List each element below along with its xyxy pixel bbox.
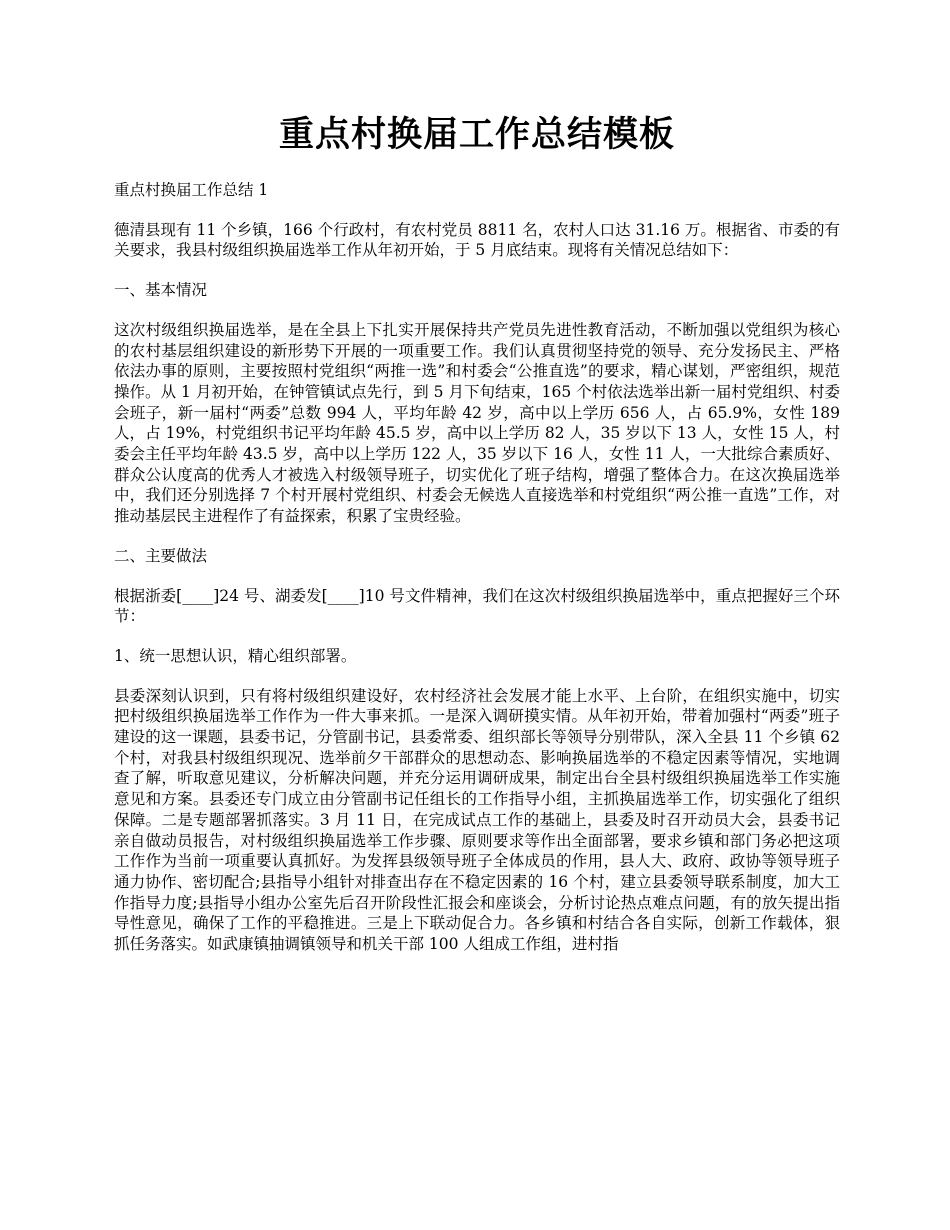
section-heading-methods: 二、主要做法 [114, 546, 208, 565]
basic-situation-paragraph: 这次村级组织换届选举，是在全县上下扎实开展保持共产党员先进性教育活动，不断加强以党组织为核心的农村基层组织建设的新形势下开展的一项重要工作。我们认真贯彻坚持党的领导、充分发扬民主、严格依法办事的原则，主要按照村党组织“两推一选”和村委会“公推直选”的要求，精心谋划，严密组织，规范操作。从 1 月初开始，在钟管镇试点先行，到 5 月下旬结束，165 个村依法选举出新一届村党组织、村委会班子，新一届村“两委”总数 994 人，平均年龄 42 岁，高中以上学历 656 人，占 65.9%，女性 189 人，占 19%，村党组织书记平均年龄 45.5 岁，高中以上学历 82 人，35 岁以下 13 人，女性 15 人，村委会主任平均年龄 43.5 岁，高中以上学历 122 人，35 岁以下 16 人，女性 11 人，一大批综合素质好、群众公认度高的优秀人才被选入村级领导班子，切实优化了班子结构，增强了整体合力。在这次换届选举中，我们还分别选择 7 个村开展村党组织、村委会无候选人直接选举和村党组织“两公推一直选”工作，对推动基层民主进程作了有益探索，积累了宝贵经验。 [114, 320, 840, 526]
methods-intro-paragraph: 根据浙委[____]24 号、湖委发[____]10 号文件精神，我们在这次村级组织换届选举中，重点把握好三个环节： [114, 586, 840, 626]
section-subtitle: 重点村换届工作总结 1 [114, 181, 269, 199]
document-title: 重点村换届工作总结模板 [278, 114, 675, 155]
subsection-heading-1: 1、统一思想认识，精心组织部署。 [114, 646, 357, 665]
subsection-1-paragraph: 县委深刻认识到，只有将村级组织建设好，农村经济社会发展才能上水平、上台阶，在组织实施中，切实把村级组织换届选举工作作为一件大事来抓。一是深入调研摸实情。从年初开始，带着加强村“两委”班子建设的这一课题，县委书记，分管副书记，县委常委、组织部长等领导分别带队，深入全县 11 个乡镇 62 个村，对我县村级组织现况、选举前夕干部群众的思想动态、影响换届选举的不稳定因素等情况，实地调查了解，听取意见建议，分析解决问题，并充分运用调研成果，制定出台全县村级组织换届选举工作实施意见和方案。县委还专门成立由分管副书记任组长的工作指导小组，主抓换届选举工作，切实强化了组织保障。二是专题部署抓落实。3 月 11 日，在完成试点工作的基础上，县委及时召开动员大会，县委书记亲自做动员报告，对村级组织换届选举工作步骤、原则要求等作出全面部署，要求乡镇和部门务必把这项工作作为当前一项重要认真抓好。为发挥县级领导班子全体成员的作用，县人大、政府、政协等领导班子通力协作、密切配合;县指导小组针对排查出存在不稳定因素的 16 个村，建立县委领导联系制度，加大工作指导力度;县指导小组办公室先后召开阶段性汇报会和座谈会，分析讨论热点难点问题，有的放矢提出指导性意见，确保了工作的平稳推进。三是上下联动促合力。各乡镇和村结合各自实际，创新工作载体，狠抓任务落实。如武康镇抽调镇领导和机关干部 100 人组成工作组，进村指 [114, 686, 840, 954]
document-page [114, 110, 840, 974]
section-heading-basic: 一、基本情况 [114, 281, 208, 300]
intro-paragraph: 德清县现有 11 个乡镇，166 个行政村，有农村党员 8811 名，农村人口达 31.16 万。根据省、市委的有关要求，我县村级组织换届选举工作从年初开始，于 5 月底结束。现将有关情况总结如下： [114, 220, 840, 260]
